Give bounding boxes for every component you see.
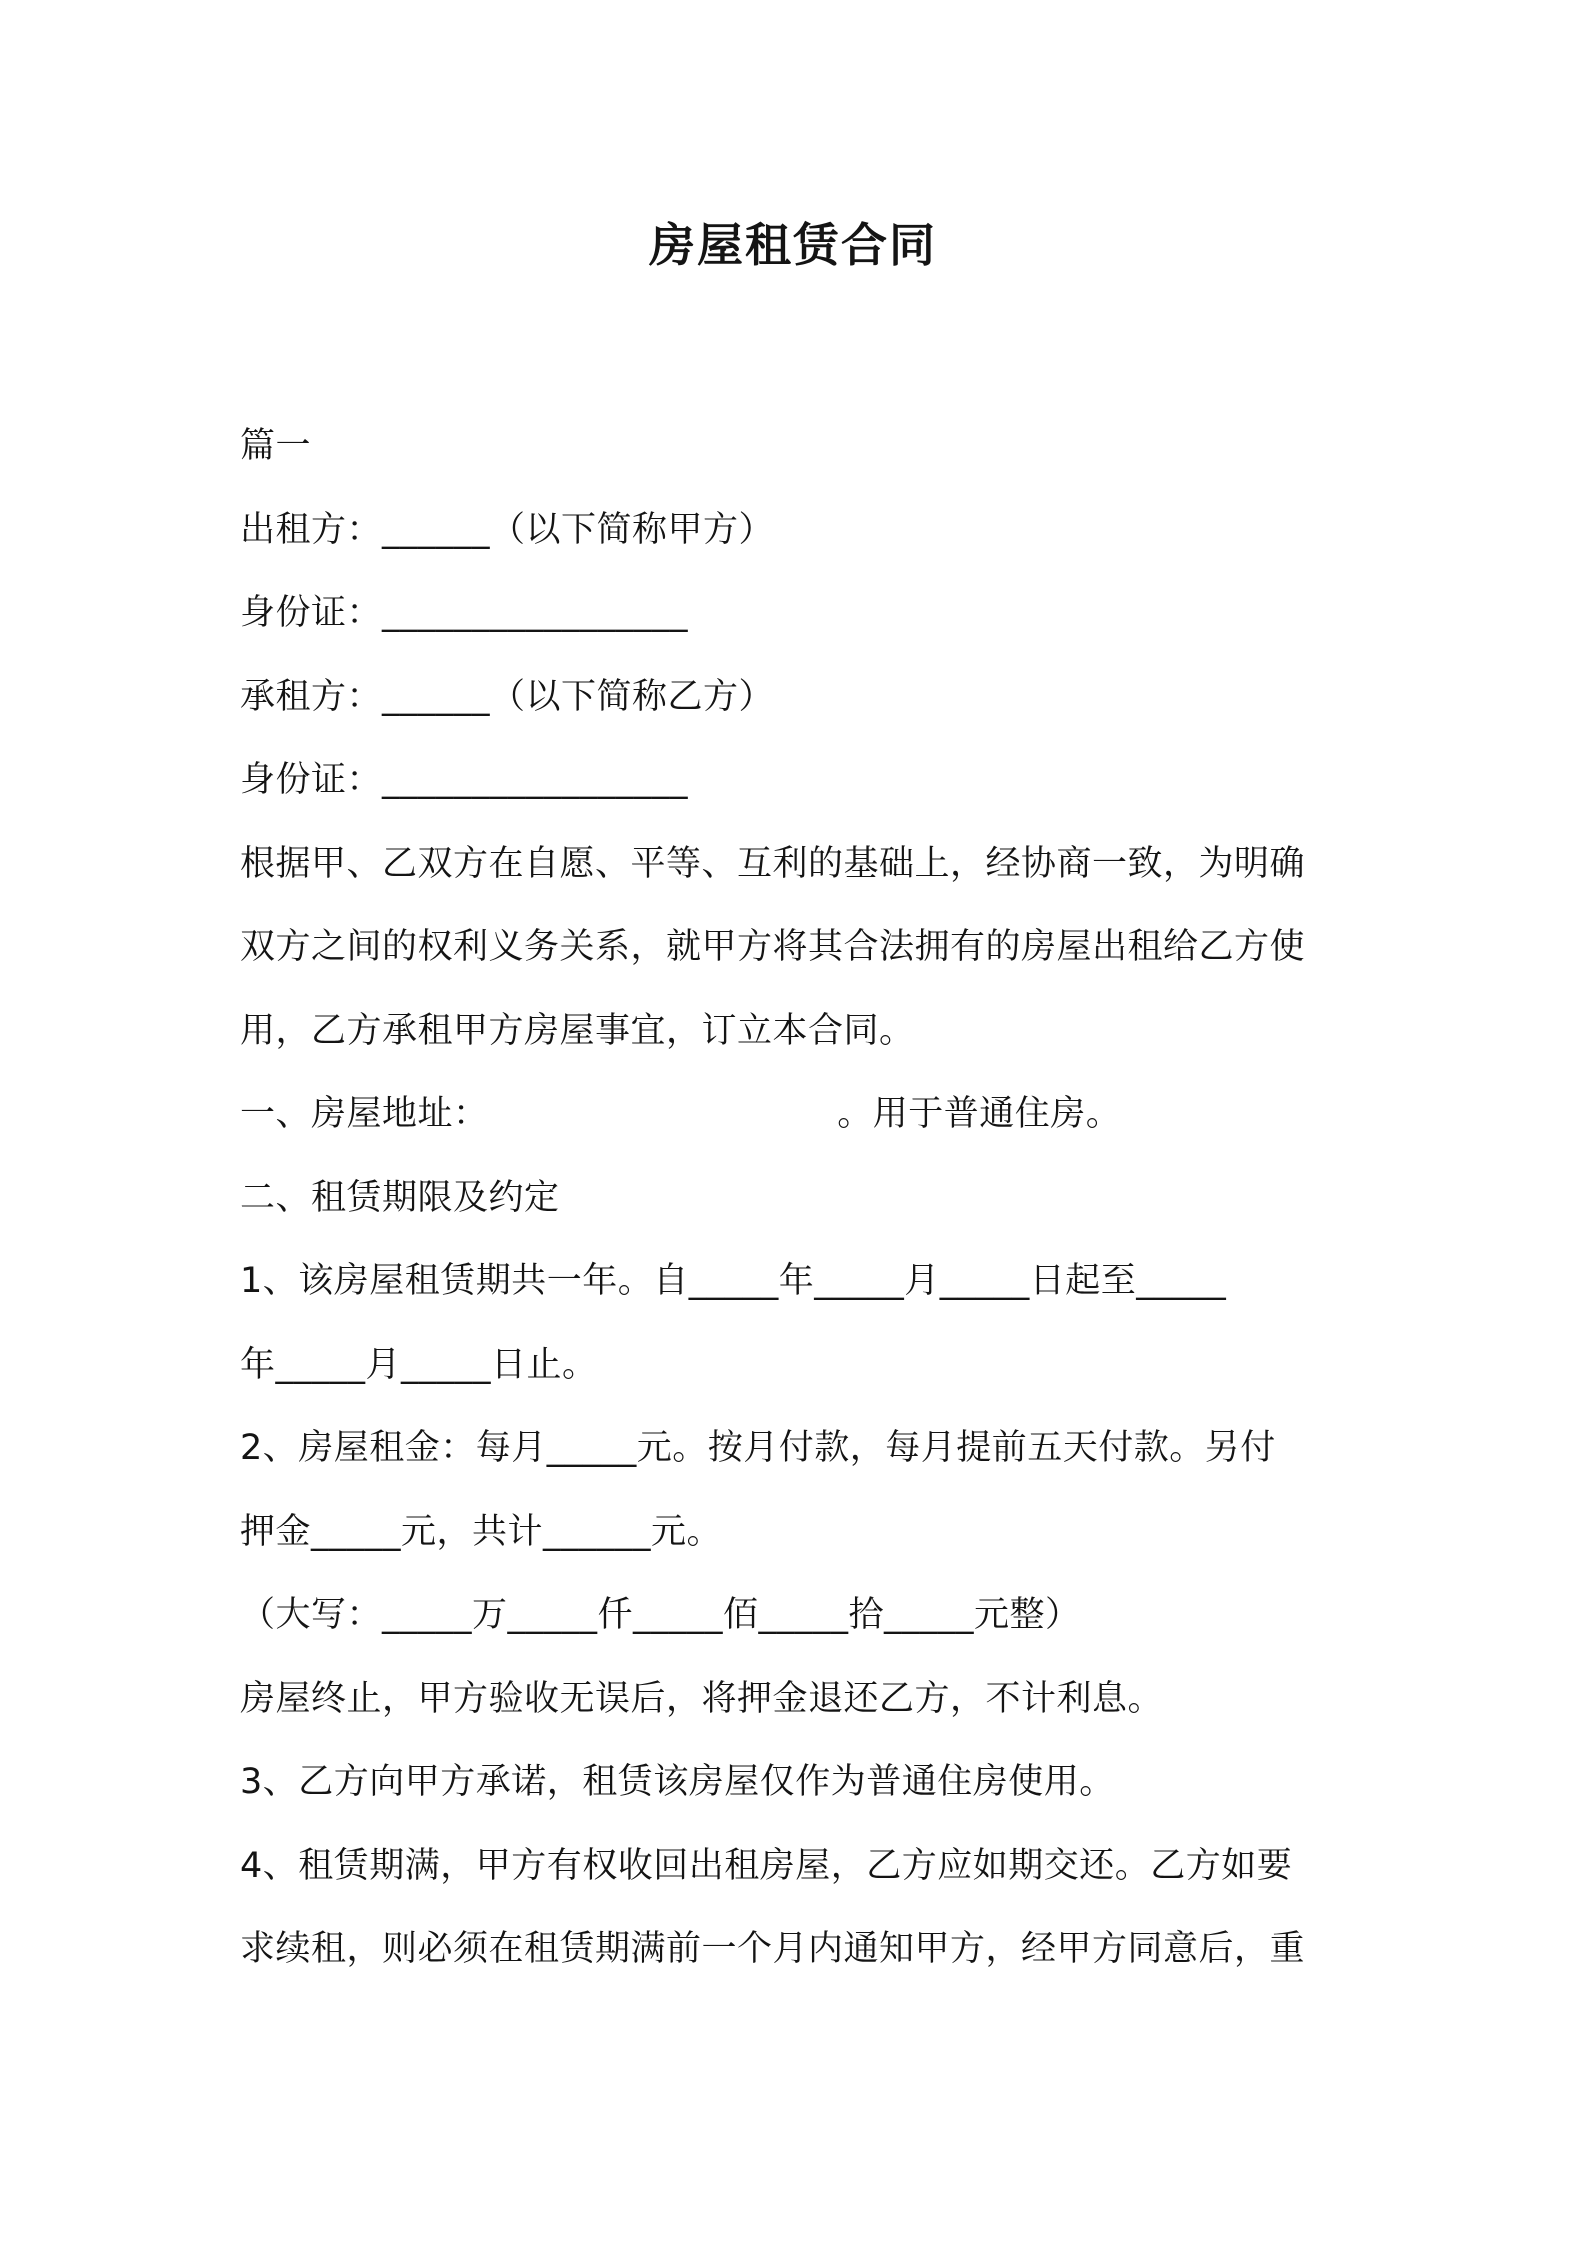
document-title: 房屋租赁合同 (649, 218, 937, 272)
clause-term-line: 1、该房屋租赁期共一年。自_____年_____月_____日起至_____ (240, 1261, 1227, 1301)
clause-renewal-line: 4、租赁期满，甲方有权收回出租房屋，乙方应如期交还。乙方如要 (240, 1845, 1293, 1886)
lessor-id-line: 身份证：_________________ (240, 593, 689, 633)
clause-deposit-line: 房屋终止，甲方验收无误后，将押金退还乙方，不计利息。 (240, 1678, 1164, 1719)
lessor-line: 出租方：______（以下简称甲方） (240, 509, 775, 550)
clause-address-line: 一、房屋地址： 。用于普通住房。 (240, 1094, 1122, 1134)
document-body (240, 405, 1360, 1992)
clause-rent-line: 2、房屋租金：每月_____元。按月付款，每月提前五天付款。另付 (240, 1428, 1276, 1468)
clause-heading: 二、租赁期限及约定 (240, 1177, 560, 1218)
preamble-line: 双方之间的权利义务关系，就甲方将其合法拥有的房屋出租给乙方使 (240, 927, 1306, 967)
clause-amount-words-line: （大写：_____万_____仟_____佰_____拾_____元整） (240, 1595, 1081, 1635)
clause-rent-line: 押金_____元，共计______元。 (240, 1511, 723, 1552)
clause-renewal-line: 求续租，则必须在租赁期满前一个月内通知甲方，经甲方同意后，重 (240, 1929, 1306, 1969)
clause-term-line: 年_____月_____日止。 (240, 1344, 598, 1385)
clause-usage-line: 3、乙方向甲方承诺，租赁该房屋仅作为普通住房使用。 (240, 1762, 1115, 1802)
lessee-id-line: 身份证：_________________ (240, 760, 689, 800)
preamble-line: 根据甲、乙双方在自愿、平等、互利的基础上，经协商一致，为明确 (240, 843, 1306, 884)
section-heading: 篇一 (240, 426, 312, 466)
preamble-line: 用，乙方承租甲方房屋事宜，订立本合同。 (240, 1010, 915, 1051)
lessee-line: 承租方：______（以下简称乙方） (240, 676, 775, 717)
